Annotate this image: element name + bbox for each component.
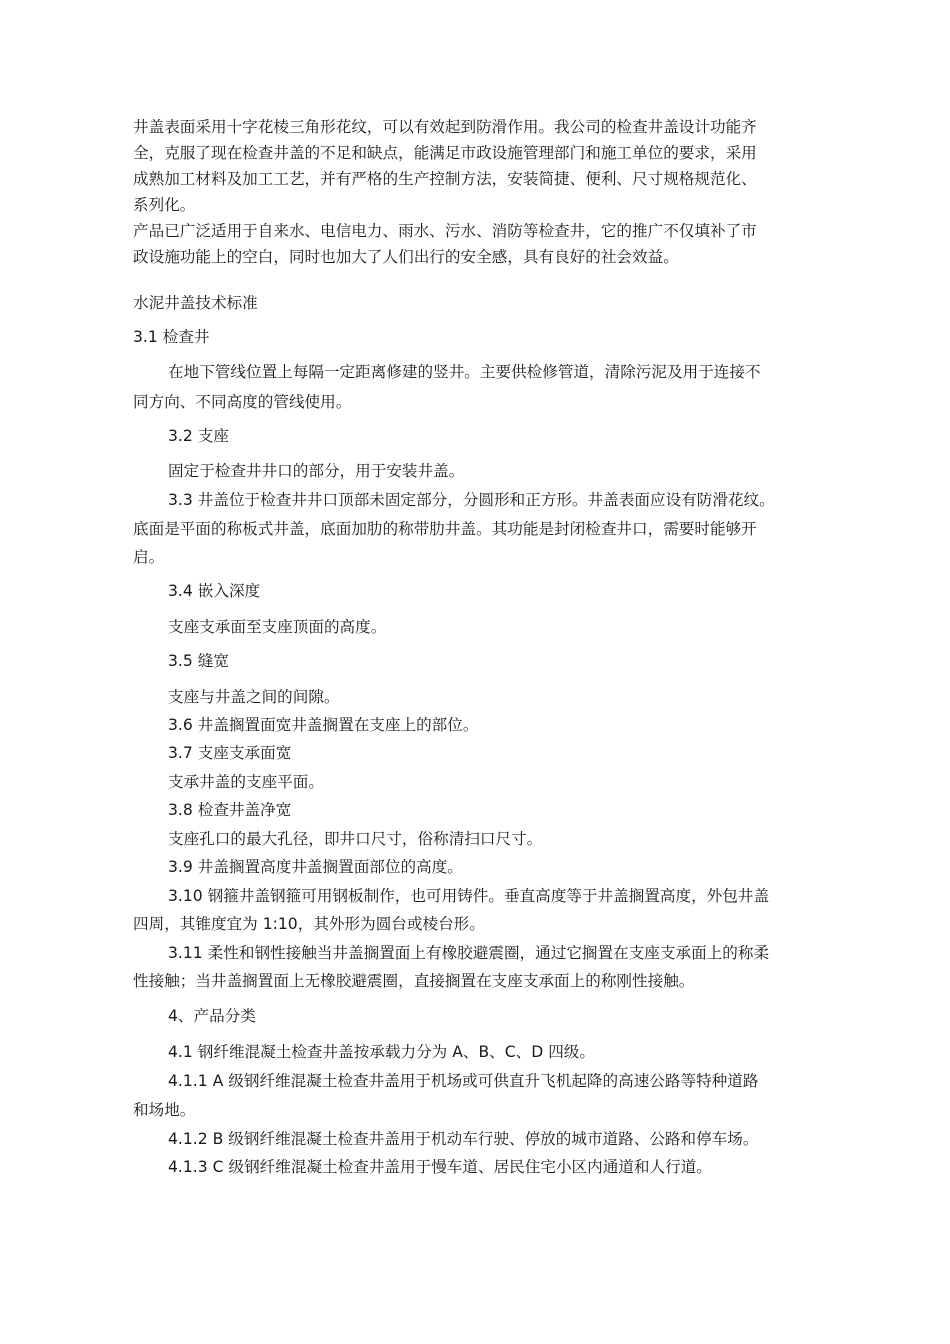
clause-heading: 3.7 支座支承面宽 <box>168 744 292 762</box>
text-line: 4.1 钢纤维混凝土检查井盖按承载力分为 A、B、C、D 四级。 <box>168 1043 595 1061</box>
text-line: 系列化。 <box>133 196 196 214</box>
text-line: 3.9 井盖搁置高度井盖搁置面部位的高度。 <box>168 858 463 876</box>
text-line: 四周，其锥度宜为 1:10，其外形为圆台或棱台形。 <box>133 915 485 933</box>
text-line: 支座支承面至支座顶面的高度。 <box>168 618 387 636</box>
text-line: 固定于检查井井口的部分，用于安装井盖。 <box>168 462 465 480</box>
text-line: 启。 <box>133 548 165 566</box>
clause-heading: 3.2 支座 <box>168 427 229 445</box>
text-line: 性接触；当井盖搁置面上无橡胶避震圈，直接搁置在支座支承面上的称刚性接触。 <box>133 972 695 990</box>
text-line: 支座与井盖之间的间隙。 <box>168 688 340 706</box>
text-line: 支座孔口的最大孔径，即井口尺寸，俗称清扫口尺寸。 <box>168 830 543 848</box>
text-line: 全，克服了现在检查井盖的不足和缺点，能满足市政设施管理部门和施工单位的要求，采用 <box>133 144 757 162</box>
text-line: 4.1.1 A 级钢纤维混凝土检查井盖用于机场或可供直升飞机起降的高速公路等特种道路 <box>168 1072 759 1090</box>
text-line: 产品已广泛适用于自来水、电信电力、雨水、污水、消防等检查井，它的推广不仅填补了市 <box>133 222 757 240</box>
text-line: 支承井盖的支座平面。 <box>168 773 324 791</box>
text-line: 3.3 井盖位于检查井井口顶部未固定部分，分圆形和正方形。井盖表面应设有防滑花纹。 <box>168 491 775 509</box>
clause-heading: 3.4 嵌入深度 <box>168 582 261 600</box>
text-line: 同方向、不同高度的管线使用。 <box>133 393 352 411</box>
text-line: 和场地。 <box>133 1101 196 1119</box>
clause-heading: 3.1 检查井 <box>133 328 210 346</box>
text-line: 成熟加工材料及加工工艺，并有严格的生产控制方法，安装简捷、便利、尺寸规格规范化、 <box>133 170 757 188</box>
section-heading: 水泥井盖技术标准 <box>133 294 258 312</box>
text-line: 政设施功能上的空白，同时也加大了人们出行的安全感，具有良好的社会效益。 <box>133 248 679 266</box>
text-line: 底面是平面的称板式井盖，底面加肋的称带肋井盖。其功能是封闭检查井口，需要时能够开 <box>133 520 757 538</box>
section-heading: 4、产品分类 <box>168 1007 256 1025</box>
text-line: 井盖表面采用十字花棱三角形花纹，可以有效起到防滑作用。我公司的检查井盖设计功能齐 <box>133 118 757 136</box>
clause-heading: 3.5 缝宽 <box>168 652 229 670</box>
text-line: 3.10 钢箍井盖钢箍可用钢板制作，也可用铸件。垂直高度等于井盖搁置高度，外包井盖 <box>168 887 770 905</box>
text-line: 在地下管线位置上每隔一定距离修建的竖井。主要供检修管道，清除污泥及用于连接不 <box>168 363 761 381</box>
text-line: 4.1.2 B 级钢纤维混凝土检查井盖用于机动车行驶、停放的城市道路、公路和停车场。 <box>168 1130 759 1148</box>
text-line: 4.1.3 C 级钢纤维混凝土检查井盖用于慢车道、居民住宅小区内通道和人行道。 <box>168 1158 712 1176</box>
text-line: 3.11 柔性和钢性接触当井盖搁置面上有橡胶避震圈，通过它搁置在支座支承面上的称柔 <box>168 944 770 962</box>
clause-heading: 3.8 检查井盖净宽 <box>168 801 292 819</box>
text-line: 3.6 井盖搁置面宽井盖搁置在支座上的部位。 <box>168 716 479 734</box>
